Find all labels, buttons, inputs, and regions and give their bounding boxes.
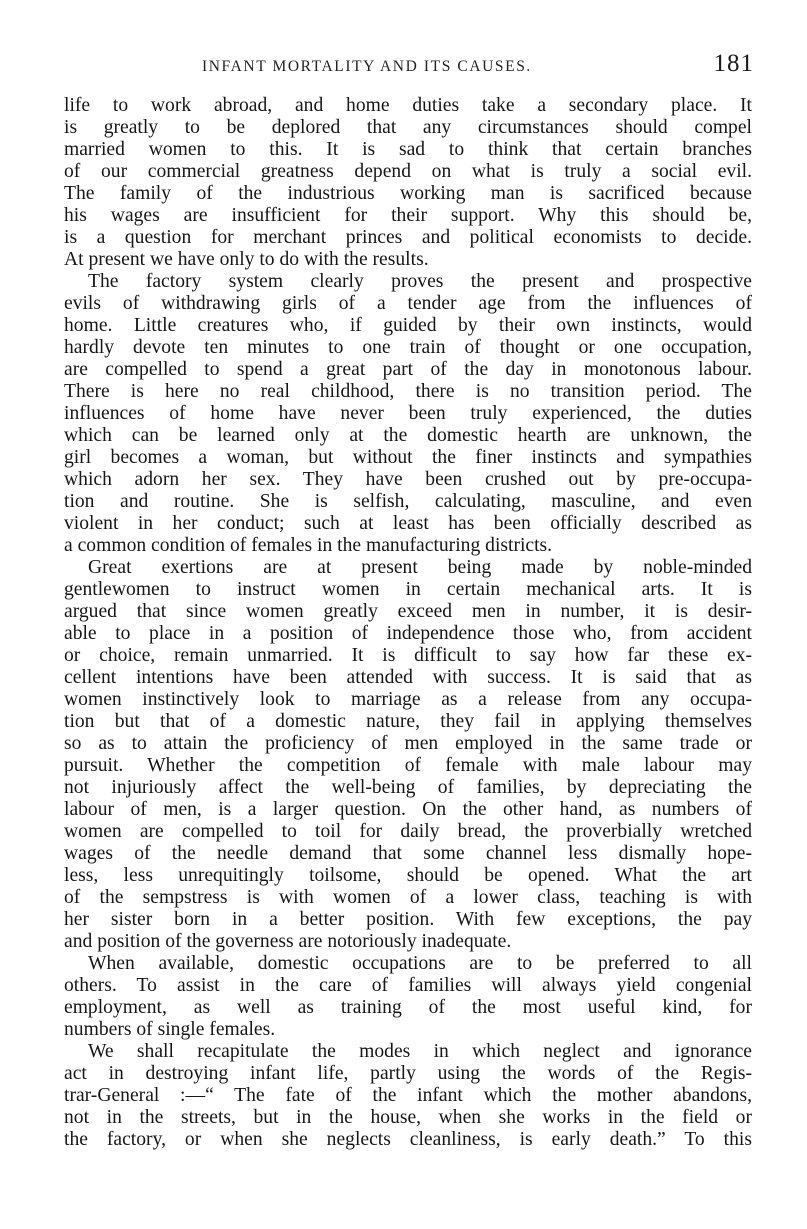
text-line: tion and routine. She is selfish, calculating, masculine, and even bbox=[64, 491, 752, 512]
text-line: others. To assist in the care of families will always yield congenial bbox=[64, 975, 752, 996]
text-line: At present we have only to do with the results. bbox=[64, 249, 429, 270]
text-line: which adorn her sex. They have been crushed out by pre-occupa- bbox=[64, 469, 752, 490]
text-line: the factory, or when she neglects cleanliness, is early death.” To this bbox=[64, 1129, 752, 1150]
text-line: of the sempstress is with women of a lower class, teaching is with bbox=[64, 887, 752, 908]
text-line: There is here no real childhood, there is no transition period. The bbox=[64, 381, 752, 402]
text-line: The factory system clearly proves the present and prospective bbox=[88, 271, 752, 292]
text-line: which can be learned only at the domestic hearth are unknown, the bbox=[64, 425, 752, 446]
text-line: tion but that of a domestic nature, they fail in applying themselves bbox=[64, 711, 752, 732]
text-line: her sister born in a better position. With few exceptions, the pay bbox=[64, 909, 752, 930]
text-line: women instinctively look to marriage as a release from any occupa- bbox=[64, 689, 752, 710]
text-line: numbers of single females. bbox=[64, 1019, 276, 1040]
text-line: labour of men, is a larger question. On the other hand, as numbers of bbox=[64, 799, 752, 820]
text-line: evils of withdrawing girls of a tender age from the influences of bbox=[64, 293, 752, 314]
text-line: act in destroying infant life, partly using the words of the Regis- bbox=[64, 1063, 752, 1084]
text-line: so as to attain the proficiency of men employed in the same trade or bbox=[64, 733, 752, 754]
body-text bbox=[64, 95, 752, 1151]
text-line: his wages are insufficient for their support. Why this should be, bbox=[64, 205, 752, 226]
text-line: When available, domestic occupations are to be preferred to all bbox=[88, 953, 752, 974]
text-line: of our commercial greatness depend on what is truly a social evil. bbox=[64, 161, 752, 182]
text-line: girl becomes a woman, but without the finer instincts and sympathies bbox=[64, 447, 752, 468]
text-line: life to work abroad, and home duties take a secondary place. It bbox=[64, 95, 752, 116]
text-line: is greatly to be deplored that any circumstances should compel bbox=[64, 117, 752, 138]
text-line: and position of the governess are notoriously inadequate. bbox=[64, 931, 512, 952]
text-line: not injuriously affect the well-being of families, by depreciating the bbox=[64, 777, 752, 798]
page-header bbox=[66, 50, 754, 82]
running-head: INFANT MORTALITY AND ITS CAUSES. bbox=[202, 58, 532, 75]
page-number: 181 bbox=[713, 50, 754, 77]
text-line: hardly devote ten minutes to one train of thought or one occupation, bbox=[64, 337, 752, 358]
text-line: women are compelled to toil for daily bread, the proverbially wretched bbox=[64, 821, 752, 842]
text-line: Great exertions are at present being made by noble-minded bbox=[88, 557, 752, 578]
text-line: argued that since women greatly exceed men in number, it is desir- bbox=[64, 601, 752, 622]
text-line: not in the streets, but in the house, when she works in the field or bbox=[64, 1107, 752, 1128]
text-line: less, less unrequitingly toilsome, should be opened. What the art bbox=[64, 865, 752, 886]
text-line: gentlewomen to instruct women in certain mechanical arts. It is bbox=[64, 579, 752, 600]
text-line: The family of the industrious working man is sacrificed because bbox=[64, 183, 752, 204]
text-line: violent in her conduct; such at least has been officially described as bbox=[64, 513, 752, 534]
text-line: a common condition of females in the manufacturing districts. bbox=[64, 535, 553, 556]
text-line: employment, as well as training of the most useful kind, for bbox=[64, 997, 752, 1018]
text-line: We shall recapitulate the modes in which neglect and ignorance bbox=[88, 1041, 752, 1062]
text-line: cellent intentions have been attended with success. It is said that as bbox=[64, 667, 752, 688]
text-line: is a question for merchant princes and political economists to decide. bbox=[64, 227, 752, 248]
text-line: married women to this. It is sad to think that certain branches bbox=[64, 139, 752, 160]
text-line: or choice, remain unmarried. It is difficult to say how far these ex- bbox=[64, 645, 752, 666]
text-line: trar-General :—“ The fate of the infant which the mother abandons, bbox=[64, 1085, 752, 1106]
text-line: able to place in a position of independence those who, from accident bbox=[64, 623, 752, 644]
text-line: are compelled to spend a great part of the day in monotonous labour. bbox=[64, 359, 752, 380]
text-line: pursuit. Whether the competition of female with male labour may bbox=[64, 755, 752, 776]
text-line: wages of the needle demand that some channel less dismally hope- bbox=[64, 843, 752, 864]
text-line: influences of home have never been truly experienced, the duties bbox=[64, 403, 752, 424]
text-line: home. Little creatures who, if guided by their own instincts, would bbox=[64, 315, 752, 336]
